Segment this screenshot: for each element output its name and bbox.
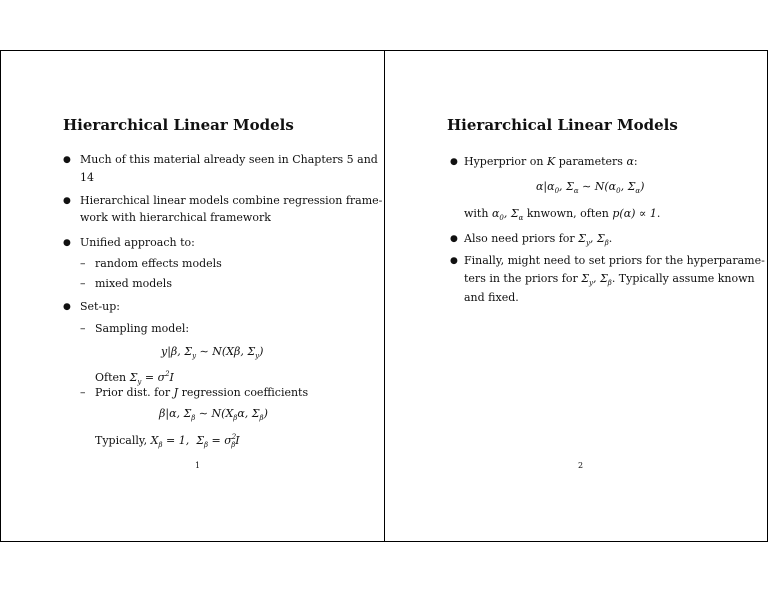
dash-icon: – [80,257,86,270]
bullet-text: work with hierarchical framework [80,211,271,224]
equation-prior: β|α, $\Sigma_\beta$ ∼ $N(X_\beta\alpha$, $\Sigma_\beta$) [159,407,268,422]
sub-bullet-text: Prior dist. for J regression coefficients [95,386,309,399]
dash-icon: – [80,386,86,399]
bullet-text: Much of this material already seen in Chapters 5 and [80,153,378,166]
bullet-text: Finally, might need to set priors for the hyperparame- [464,254,765,267]
equation-line: Often $\Sigma_y = \sigma^2I$ [95,370,174,386]
slide-title: Hierarchical Linear Models [63,116,294,134]
equation-hyperprior: $\alpha|\alpha_0$, $\Sigma_\alpha$ ∼ $N(\alpha_0$, $\Sigma_\alpha$) [536,180,645,195]
slide-1 [0,50,385,542]
sub-bullet-text: Sampling model: [95,322,190,335]
bullet-icon: ● [63,238,71,248]
equation-sampling-model: y|β, $\Sigma_y$ ∼ N(Xβ, $\Sigma_y$) [161,345,264,360]
bullet-text: Hierarchical linear models combine regression frame- [80,194,383,207]
bullet-text: Set-up: [80,300,121,313]
bullet-icon: ● [450,157,458,167]
equation-line: Typically, $X_\beta = 1$, $\Sigma_\beta = \sigma^2_\beta I$ [95,433,240,449]
sub-bullet-text: mixed models [95,277,172,290]
bullet-icon: ● [63,302,71,312]
bullet-text: Hyperprior on K parameters α: [464,155,638,168]
bullet-icon: ● [63,155,71,165]
page-number: 1 [195,461,201,470]
sub-bullet-text: random effects models [95,257,222,270]
bullet-text: Unified approach to: [80,236,195,249]
dash-icon: – [80,322,86,335]
page-number: 2 [578,461,584,470]
slide-2 [384,50,768,542]
bullet-text: 14 [80,171,94,184]
equation-line: with $\alpha_0$, $\Sigma_\alpha$ knwown, often p(α) ∝ 1. [464,207,661,222]
slide-title: Hierarchical Linear Models [447,116,678,134]
bullet-icon: ● [63,196,71,206]
dash-icon: – [80,277,86,290]
bullet-text: Also need priors for $\Sigma_y$, $\Sigma_\beta$. [464,232,613,247]
bullet-icon: ● [450,234,458,244]
bullet-text: and fixed. [464,291,519,304]
bullet-text: ters in the priors for $\Sigma_y$, $\Sigma_\beta$. Typically assume known [464,272,755,287]
bullet-icon: ● [450,256,458,266]
